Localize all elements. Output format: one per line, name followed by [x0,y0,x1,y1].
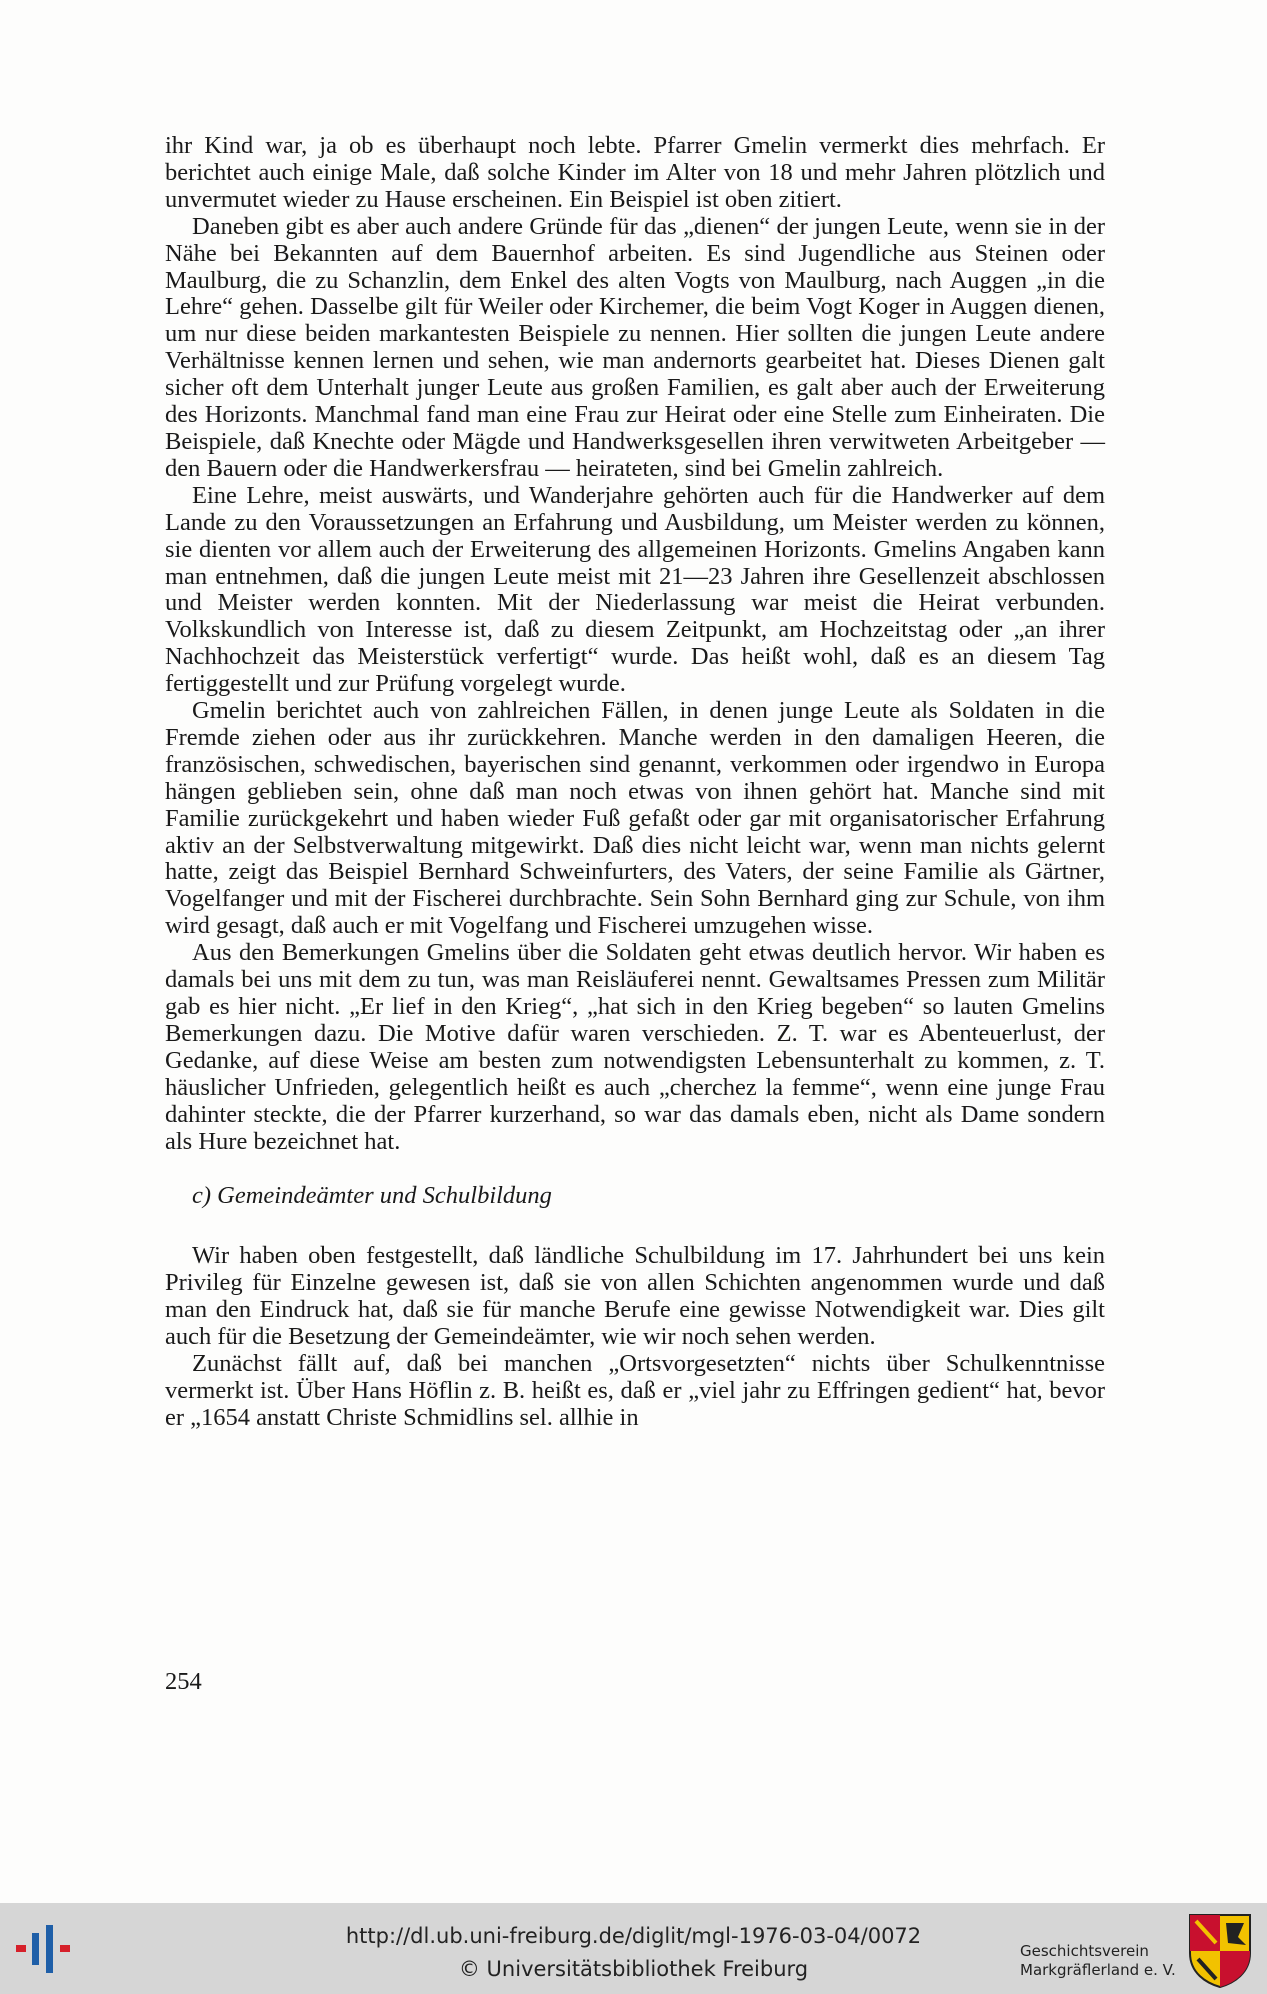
paragraph: Daneben gibt es aber auch andere Gründe für das „dienen“ der jungen Leute, wenn sie in der Nähe bei Bekannten auf dem Bauernhof arbeiten. Es sind Jugendliche aus Steinen oder Maulburg, die zu Schanzlin, dem Enkel des alten Vogts von Maulburg, nach Auggen „in die Lehre“ gehen. Dasselbe gilt für Weiler oder Kirchemer, die beim Vogt Koger in Auggen dienen, um nur diese beiden markantesten Beispiele zu nennen. Hier sollten die jungen Leute andere Verhältnisse kennen lernen und sehen, wie man andernorts gearbeitet hat. Dieses Dienen galt sicher oft dem Unterhalt junger Leute aus großen Familien, es galt aber auch der Erweiterung des Horizonts. Manchmal fand man eine Frau zur Heirat oder eine Stelle zum Einheiraten. Die Beispiele, daß Knechte oder Mägde und Handwerksgesellen ihren verwitweten Arbeitgeber — den Bauern oder die Handwerkersfrau — heirateten, sind bei Gmelin zahlreich. [165,212,1105,482]
paragraph: Gmelin berichtet auch von zahlreichen Fällen, in denen junge Leute als Soldaten in die Fremde ziehen oder aus ihr zurückkehren. Manche werden in den damaligen Heeren, die französischen, schwedischen, bayerischen sind genannt, verkommen oder irgendwo in Europa hängen geblieben sein, ohne daß man noch etwas von ihnen gehört hat. Manche sind mit Familie zurückgekehrt und haben wieder Fuß gefaßt oder gar mit organisatorischer Erfahrung aktiv an der Selbstverwaltung mitgewirkt. Daß dies nicht leicht war, wenn man nichts gelernt hatte, zeigt das Beispiel Bernhard Schweinfurters, des Vaters, der seine Familie als Gärtner, Vogelfanger und mit der Fischerei durchbrachte. Sein Sohn Bernhard ging zur Schule, von ihm wird gesagt, daß auch er mit Vogelfang und Fischerei umzugehen wisse. [165,697,1105,940]
section-heading: c) Gemeindeämter und Schulbildung [192,1182,552,1210]
body-text [165,133,1105,1432]
page-number: 254 [165,1668,202,1695]
paragraph: Aus den Bemerkungen Gmelins über die Soldaten geht etwas deutlich hervor. Wir haben es damals bei uns mit dem zu tun, was man Reisläuferei nennt. Gewaltsames Pressen zum Militär gab es hier nicht. „Er lief in den Krieg“, „hat sich in den Krieg begeben“ so lauten Gmelins Bemerkungen dazu. Die Motive dafür waren verschieden. Z. T. war es Abenteuerlust, der Gedanke, auf diese Weise am besten zum notwendigsten Lebensunterhalt zu kommen, z. T. häuslicher Unfrieden, gelegentlich heißt es auch „cherchez la femme“, wenn eine junge Frau dahinter steckte, die der Pfarrer kurzerhand, so war das damals eben, nicht als Dame sondern als Hure bezeichnet hat. [165,939,1105,1155]
paragraph: Eine Lehre, meist auswärts, und Wanderjahre gehörten auch für die Handwerker auf dem Lande zu den Voraussetzungen an Erfahrung und Ausbildung, um Meister werden zu können, sie dienten vor allem auch der Erweiterung des allgemeinen Horizonts. Gmelins Angaben kann man entnehmen, daß die jungen Leute meist mit 21—23 Jahren ihre Gesellenzeit abschlossen und Meister werden konnten. Mit der Niederlassung war meist die Heirat verbunden. Volkskundlich von Interesse ist, daß zu diesem Zeitpunkt, am Hochzeitstag oder „an ihrer Nachhochzeit das Meisterstück verfertigt“ wurde. Das heißt wohl, daß es an diesem Tag fertiggestellt und zur Prüfung vorgelegt wurde. [165,481,1105,698]
coat-of-arms-icon [1188,1913,1252,1989]
viewer-footer [0,1903,1267,1994]
society-line: Geschichtsverein [1020,1942,1149,1960]
paragraph: ihr Kind war, ja ob es überhaupt noch lebte. Pfarrer Gmelin vermerkt dies mehrfach. Er berichtet auch einige Male, daß solche Kinder im Alter von 18 und mehr Jahren plötzlich und unvermutet wieder zu Hause erscheinen. Ein Beispiel ist oben zitiert. [165,132,1105,213]
paragraph: Wir haben oben festgestellt, daß ländliche Schulbildung im 17. Jahrhundert bei uns kein Privileg für Einzelne gewesen ist, daß sie von allen Schichten angenommen wurde und daß man den Eindruck hat, daß sie für manche Berufe eine gewisse Notwendigkeit war. Dies gilt auch für die Besetzung der Gemeindeämter, wie wir noch sehen werden. [165,1242,1105,1351]
society-line: Markgräflerland e. V. [1020,1961,1176,1979]
footer-copyright: © Universitätsbibliothek Freiburg [458,1957,809,1981]
footer-url-link[interactable]: http://dl.ub.uni-freiburg.de/diglit/mgl-1976-03-04/0072 [345,1924,922,1948]
paragraph: Zunächst fällt auf, daß bei manchen „Ortsvorgesetzten“ nichts über Schulkenntnisse vermerkt ist. Über Hans Höflin z. B. heißt es, daß er „viel jahr zu Effringen gedient“ hat, bevor er „1654 anstatt Christe Schmidlins sel. allhie in [165,1350,1105,1431]
footer-society-name [1020,1942,1176,1980]
